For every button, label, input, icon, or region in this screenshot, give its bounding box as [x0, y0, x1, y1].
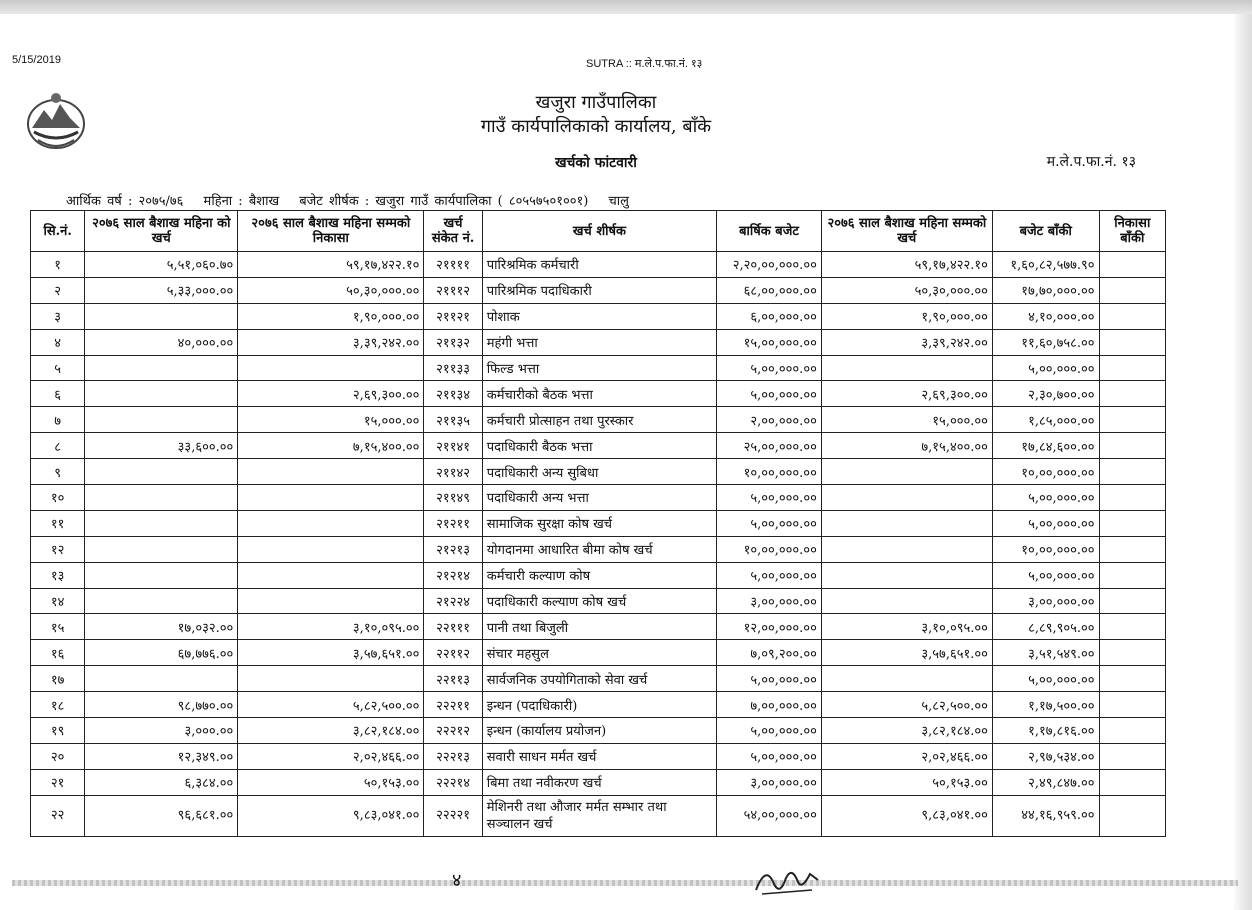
- cell-annual-budget: ५,००,०००.००: [717, 510, 822, 536]
- cell-serial: ८: [31, 433, 85, 459]
- cell-release-remaining: [1099, 303, 1165, 329]
- cell-month-expense: [85, 459, 238, 485]
- table-row: [31, 433, 1166, 459]
- cell-released-to-date: ५९,१७,४२२.१०: [238, 252, 424, 278]
- cell-expense-code: २२२१२: [424, 718, 482, 744]
- table-row: [31, 614, 1166, 640]
- col-header-annual-budget: बार्षिक बजेट: [717, 211, 822, 252]
- cell-expense-to-date: [821, 355, 992, 381]
- cell-expense-to-date: २,६९,३००.००: [821, 381, 992, 407]
- cell-released-to-date: [238, 510, 424, 536]
- expense-table: [30, 210, 1166, 837]
- table-row: [31, 536, 1166, 562]
- cell-annual-budget: ५,००,०००.००: [717, 381, 822, 407]
- cell-expense-code: २२२१४: [424, 769, 482, 795]
- cell-month-expense: [85, 562, 238, 588]
- cell-expense-title: संचार महसुल: [482, 640, 716, 666]
- cell-annual-budget: ५,००,०००.००: [717, 485, 822, 511]
- page-number: ४: [452, 870, 462, 891]
- cell-month-expense: [85, 536, 238, 562]
- table-row: [31, 718, 1166, 744]
- table-row: [31, 355, 1166, 381]
- status: चालु: [608, 194, 629, 209]
- cell-expense-code: २१२१४: [424, 562, 482, 588]
- cell-serial: ९: [31, 459, 85, 485]
- print-date: 5/15/2019: [12, 54, 61, 66]
- cell-annual-budget: ७,००,०००.००: [717, 692, 822, 718]
- col-header-release-remaining: निकासा बाँकी: [1099, 211, 1165, 252]
- cell-expense-to-date: ३,१०,०९५.००: [821, 614, 992, 640]
- cell-expense-title: पदाधिकारी अन्य भत्ता: [482, 485, 716, 511]
- cell-release-remaining: [1099, 381, 1165, 407]
- cell-month-expense: ९८,७७०.००: [85, 692, 238, 718]
- cell-expense-title: योगदानमा आधारित बीमा कोष खर्च: [482, 536, 716, 562]
- cell-budget-remaining: १७,८४,६००.००: [992, 433, 1099, 459]
- report-meta: [66, 191, 643, 209]
- cell-month-expense: ३,०००.००: [85, 718, 238, 744]
- cell-month-expense: ६७,७७६.००: [85, 640, 238, 666]
- cell-annual-budget: ५,००,०००.००: [717, 743, 822, 769]
- cell-expense-to-date: [821, 562, 992, 588]
- cell-month-expense: ३३,६००.००: [85, 433, 238, 459]
- cell-budget-remaining: ५,००,०००.००: [992, 355, 1099, 381]
- cell-expense-code: २११३४: [424, 381, 482, 407]
- col-header-budget-remaining: बजेट बाँकी: [992, 211, 1099, 252]
- cell-budget-remaining: ४,१०,०००.००: [992, 303, 1099, 329]
- cell-budget-remaining: ५,००,०००.००: [992, 562, 1099, 588]
- cell-expense-to-date: १,९०,०००.००: [821, 303, 992, 329]
- table-body: [31, 252, 1166, 837]
- cell-month-expense: ६,३८४.००: [85, 769, 238, 795]
- cell-budget-remaining: ५,००,०००.००: [992, 510, 1099, 536]
- table-row: [31, 329, 1166, 355]
- cell-annual-budget: १२,००,०००.००: [717, 614, 822, 640]
- form-number: म.ले.प.फा.नं. १३: [1046, 154, 1136, 170]
- cell-serial: १४: [31, 588, 85, 614]
- cell-expense-to-date: ३,५७,६५१.००: [821, 640, 992, 666]
- cell-expense-to-date: [821, 459, 992, 485]
- report-title: खर्चको फांटवारी: [555, 155, 637, 171]
- cell-release-remaining: [1099, 640, 1165, 666]
- cell-budget-remaining: १०,००,०००.००: [992, 536, 1099, 562]
- cell-serial: १६: [31, 640, 85, 666]
- col-header-expense-title: खर्च शीर्षक: [482, 211, 716, 252]
- cell-expense-code: २११४९: [424, 485, 482, 511]
- cell-expense-title: इन्धन (पदाधिकारी): [482, 692, 716, 718]
- cell-budget-remaining: ५,००,०००.००: [992, 485, 1099, 511]
- cell-released-to-date: [238, 562, 424, 588]
- table-row: [31, 769, 1166, 795]
- cell-release-remaining: [1099, 433, 1165, 459]
- cell-serial: १२: [31, 536, 85, 562]
- cell-expense-to-date: ३,३९,२४२.००: [821, 329, 992, 355]
- cell-budget-remaining: ३,५१,५४९.००: [992, 640, 1099, 666]
- table-row: [31, 510, 1166, 536]
- cell-annual-budget: २,२०,००,०००.००: [717, 252, 822, 278]
- cell-release-remaining: [1099, 666, 1165, 692]
- cell-month-expense: [85, 510, 238, 536]
- cell-month-expense: ५,५१,०६०.७०: [85, 252, 238, 278]
- scan-edge-right: [1234, 14, 1252, 910]
- office-subname: गाउँ कार्यपालिकाको कार्यालय, बाँके: [480, 116, 712, 137]
- cell-serial: ११: [31, 510, 85, 536]
- cell-month-expense: [85, 355, 238, 381]
- cell-expense-to-date: ५,८२,५००.००: [821, 692, 992, 718]
- table-row: [31, 407, 1166, 433]
- table-row: [31, 303, 1166, 329]
- cell-release-remaining: [1099, 795, 1165, 836]
- scan-edge-top: [0, 0, 1252, 14]
- table-row: [31, 640, 1166, 666]
- cell-release-remaining: [1099, 692, 1165, 718]
- cell-expense-code: २२२१३: [424, 743, 482, 769]
- cell-expense-code: २२२११: [424, 692, 482, 718]
- cell-released-to-date: [238, 588, 424, 614]
- cell-expense-to-date: [821, 510, 992, 536]
- cell-month-expense: [85, 303, 238, 329]
- cell-released-to-date: [238, 485, 424, 511]
- budget-head: बजेट शीर्षक : खजुरा गाउँ कार्यपालिका ( ८०५५७५०१००१): [299, 194, 589, 209]
- cell-expense-to-date: [821, 588, 992, 614]
- cell-budget-remaining: १०,००,०००.००: [992, 459, 1099, 485]
- table-row: [31, 692, 1166, 718]
- cell-expense-code: २११४१: [424, 433, 482, 459]
- cell-serial: २१: [31, 769, 85, 795]
- cell-serial: १८: [31, 692, 85, 718]
- cell-serial: १५: [31, 614, 85, 640]
- cell-serial: १९: [31, 718, 85, 744]
- cell-release-remaining: [1099, 252, 1165, 278]
- cell-expense-to-date: ५०,३०,०००.००: [821, 277, 992, 303]
- cell-budget-remaining: १,१७,५००.००: [992, 692, 1099, 718]
- cell-release-remaining: [1099, 355, 1165, 381]
- cell-serial: १७: [31, 666, 85, 692]
- cell-expense-code: २११३३: [424, 355, 482, 381]
- cell-released-to-date: १,९०,०००.००: [238, 303, 424, 329]
- cell-annual-budget: १०,००,०००.००: [717, 536, 822, 562]
- cell-month-expense: १२,३४९.००: [85, 743, 238, 769]
- table-header-row: [31, 211, 1166, 252]
- col-header-serial: सि.नं.: [31, 211, 85, 252]
- cell-annual-budget: ५४,००,०००.००: [717, 795, 822, 836]
- cell-month-expense: ४०,०००.००: [85, 329, 238, 355]
- cell-expense-title: पारिश्रमिक पदाधिकारी: [482, 277, 716, 303]
- table-row: [31, 485, 1166, 511]
- cell-released-to-date: २,०२,४६६.००: [238, 743, 424, 769]
- cell-expense-code: २२१११: [424, 614, 482, 640]
- cell-release-remaining: [1099, 769, 1165, 795]
- cell-expense-to-date: ३,८२,१८४.००: [821, 718, 992, 744]
- cell-expense-title: कर्मचारी कल्याण कोष: [482, 562, 716, 588]
- cell-serial: ५: [31, 355, 85, 381]
- table-row: [31, 277, 1166, 303]
- cell-serial: ७: [31, 407, 85, 433]
- cell-expense-code: २१२१३: [424, 536, 482, 562]
- cell-month-expense: [85, 407, 238, 433]
- cell-release-remaining: [1099, 510, 1165, 536]
- cell-expense-title: कर्मचारी प्रोत्साहन तथा पुरस्कार: [482, 407, 716, 433]
- cell-expense-title: पारिश्रमिक कर्मचारी: [482, 252, 716, 278]
- cell-budget-remaining: १,१७,८१६.००: [992, 718, 1099, 744]
- cell-annual-budget: ७,०९,२००.००: [717, 640, 822, 666]
- col-header-expense-code: खर्च संकेत नं.: [424, 211, 482, 252]
- cell-expense-title: पदाधिकारी अन्य सुबिधा: [482, 459, 716, 485]
- cell-expense-title: फिल्ड भत्ता: [482, 355, 716, 381]
- cell-budget-remaining: १,६०,८२,५७७.९०: [992, 252, 1099, 278]
- month: महिना : बैशाख: [203, 194, 280, 209]
- cell-serial: २: [31, 277, 85, 303]
- cell-expense-to-date: ९,८३,०४१.००: [821, 795, 992, 836]
- cell-annual-budget: १०,००,०००.००: [717, 459, 822, 485]
- cell-serial: २२: [31, 795, 85, 836]
- cell-serial: १०: [31, 485, 85, 511]
- cell-expense-to-date: २,०२,४६६.००: [821, 743, 992, 769]
- cell-expense-to-date: ५०,१५३.००: [821, 769, 992, 795]
- cell-budget-remaining: ४४,१६,९५९.००: [992, 795, 1099, 836]
- cell-budget-remaining: ३,००,०००.००: [992, 588, 1099, 614]
- cell-released-to-date: ५०,३०,०००.००: [238, 277, 424, 303]
- cell-annual-budget: १५,००,०००.००: [717, 329, 822, 355]
- cell-budget-remaining: २,३०,७००.००: [992, 381, 1099, 407]
- col-header-month-expense: २०७६ साल बैशाख महिना को खर्च: [85, 211, 238, 252]
- cell-release-remaining: [1099, 407, 1165, 433]
- cell-expense-title: बिमा तथा नवीकरण खर्च: [482, 769, 716, 795]
- cell-annual-budget: ५,००,०००.००: [717, 355, 822, 381]
- cell-budget-remaining: ८,८९,९०५.००: [992, 614, 1099, 640]
- cell-release-remaining: [1099, 485, 1165, 511]
- cell-expense-code: २११३२: [424, 329, 482, 355]
- cell-budget-remaining: ११,६०,७५८.००: [992, 329, 1099, 355]
- cell-release-remaining: [1099, 536, 1165, 562]
- cell-release-remaining: [1099, 562, 1165, 588]
- cell-release-remaining: [1099, 277, 1165, 303]
- cell-expense-title: कर्मचारीको बैठक भत्ता: [482, 381, 716, 407]
- office-name: खजुरा गाउँपालिका: [535, 92, 657, 113]
- cell-expense-title: सामाजिक सुरक्षा कोष खर्च: [482, 510, 716, 536]
- cell-serial: २०: [31, 743, 85, 769]
- cell-expense-to-date: ५९,१७,४२२.१०: [821, 252, 992, 278]
- cell-expense-code: २२११३: [424, 666, 482, 692]
- cell-expense-title: पदाधिकारी बैठक भत्ता: [482, 433, 716, 459]
- cell-expense-code: २११३५: [424, 407, 482, 433]
- cell-month-expense: ९६,६८१.००: [85, 795, 238, 836]
- cell-month-expense: [85, 381, 238, 407]
- cell-expense-code: २११२१: [424, 303, 482, 329]
- cell-expense-to-date: [821, 536, 992, 562]
- table-row: [31, 666, 1166, 692]
- cell-budget-remaining: ५,००,०००.००: [992, 666, 1099, 692]
- cell-annual-budget: २,००,०००.००: [717, 407, 822, 433]
- col-header-expense-to-date: २०७६ साल बैशाख महिना सम्मको खर्च: [821, 211, 992, 252]
- table-row: [31, 743, 1166, 769]
- cell-month-expense: [85, 666, 238, 692]
- cell-expense-title: महंगी भत्ता: [482, 329, 716, 355]
- cell-expense-title: पानी तथा बिजुली: [482, 614, 716, 640]
- scan-edge-bottom: [12, 880, 1238, 886]
- cell-annual-budget: ५,००,०००.००: [717, 562, 822, 588]
- cell-annual-budget: ३,००,०००.००: [717, 588, 822, 614]
- cell-serial: १: [31, 252, 85, 278]
- cell-expense-to-date: ७,१५,४००.००: [821, 433, 992, 459]
- cell-expense-title: इन्धन (कार्यालय प्रयोजन): [482, 718, 716, 744]
- table-row: [31, 795, 1166, 836]
- cell-expense-code: २२२२१: [424, 795, 482, 836]
- cell-serial: ६: [31, 381, 85, 407]
- cell-release-remaining: [1099, 718, 1165, 744]
- signature-icon: [752, 860, 822, 900]
- cell-released-to-date: ९,८३,०४१.००: [238, 795, 424, 836]
- cell-released-to-date: [238, 536, 424, 562]
- cell-released-to-date: [238, 666, 424, 692]
- table-row: [31, 252, 1166, 278]
- cell-expense-code: २१२११: [424, 510, 482, 536]
- cell-expense-code: २११४२: [424, 459, 482, 485]
- cell-annual-budget: ५,००,०००.००: [717, 718, 822, 744]
- cell-released-to-date: ३,५७,६५१.००: [238, 640, 424, 666]
- cell-budget-remaining: २,४९,८४७.००: [992, 769, 1099, 795]
- cell-release-remaining: [1099, 588, 1165, 614]
- cell-released-to-date: ७,१५,४००.००: [238, 433, 424, 459]
- table-row: [31, 562, 1166, 588]
- cell-serial: १३: [31, 562, 85, 588]
- cell-released-to-date: [238, 459, 424, 485]
- cell-released-to-date: [238, 355, 424, 381]
- table-row: [31, 459, 1166, 485]
- fiscal-year: आर्थिक वर्ष : २०७५/७६: [66, 194, 184, 209]
- cell-annual-budget: २५,००,०००.००: [717, 433, 822, 459]
- cell-expense-title: सार्वजनिक उपयोगिताको सेवा खर्च: [482, 666, 716, 692]
- cell-expense-title: मेशिनरी तथा औजार मर्मत सम्भार तथा सञ्चालन खर्च: [482, 795, 716, 836]
- cell-expense-to-date: [821, 485, 992, 511]
- cell-release-remaining: [1099, 459, 1165, 485]
- cell-budget-remaining: १७,७०,०००.००: [992, 277, 1099, 303]
- cell-month-expense: [85, 588, 238, 614]
- cell-month-expense: १७,०३२.००: [85, 614, 238, 640]
- cell-serial: ३: [31, 303, 85, 329]
- table-row: [31, 588, 1166, 614]
- cell-expense-title: पदाधिकारी कल्याण कोष खर्च: [482, 588, 716, 614]
- cell-annual-budget: ५,००,०००.००: [717, 666, 822, 692]
- cell-released-to-date: ५,८२,५००.००: [238, 692, 424, 718]
- cell-serial: ४: [31, 329, 85, 355]
- col-header-released-to-date: २०७६ साल बैशाख महिना सम्मको निकासा: [238, 211, 424, 252]
- cell-expense-code: २१११२: [424, 277, 482, 303]
- cell-released-to-date: ५०,१५३.००: [238, 769, 424, 795]
- table-row: [31, 381, 1166, 407]
- cell-expense-code: २१२२४: [424, 588, 482, 614]
- cell-budget-remaining: १,८५,०००.००: [992, 407, 1099, 433]
- cell-annual-budget: ३,००,०००.००: [717, 769, 822, 795]
- cell-released-to-date: ३,३९,२४२.००: [238, 329, 424, 355]
- cell-month-expense: ५,३३,०००.००: [85, 277, 238, 303]
- cell-expense-to-date: १५,०००.००: [821, 407, 992, 433]
- cell-annual-budget: ६८,००,०००.००: [717, 277, 822, 303]
- cell-budget-remaining: २,९७,५३४.००: [992, 743, 1099, 769]
- header-reference: SUTRA :: म.ले.प.फा.नं. १३: [586, 58, 703, 70]
- cell-annual-budget: ६,००,०००.००: [717, 303, 822, 329]
- cell-released-to-date: ३,१०,०९५.००: [238, 614, 424, 640]
- cell-release-remaining: [1099, 329, 1165, 355]
- cell-expense-to-date: [821, 666, 992, 692]
- cell-expense-code: २११११: [424, 252, 482, 278]
- cell-released-to-date: २,६९,३००.००: [238, 381, 424, 407]
- cell-month-expense: [85, 485, 238, 511]
- cell-release-remaining: [1099, 743, 1165, 769]
- cell-expense-title: पोशाक: [482, 303, 716, 329]
- cell-expense-title: सवारी साधन मर्मत खर्च: [482, 743, 716, 769]
- cell-released-to-date: ३,८२,१८४.००: [238, 718, 424, 744]
- cell-expense-code: २२११२: [424, 640, 482, 666]
- cell-released-to-date: १५,०००.००: [238, 407, 424, 433]
- cell-release-remaining: [1099, 614, 1165, 640]
